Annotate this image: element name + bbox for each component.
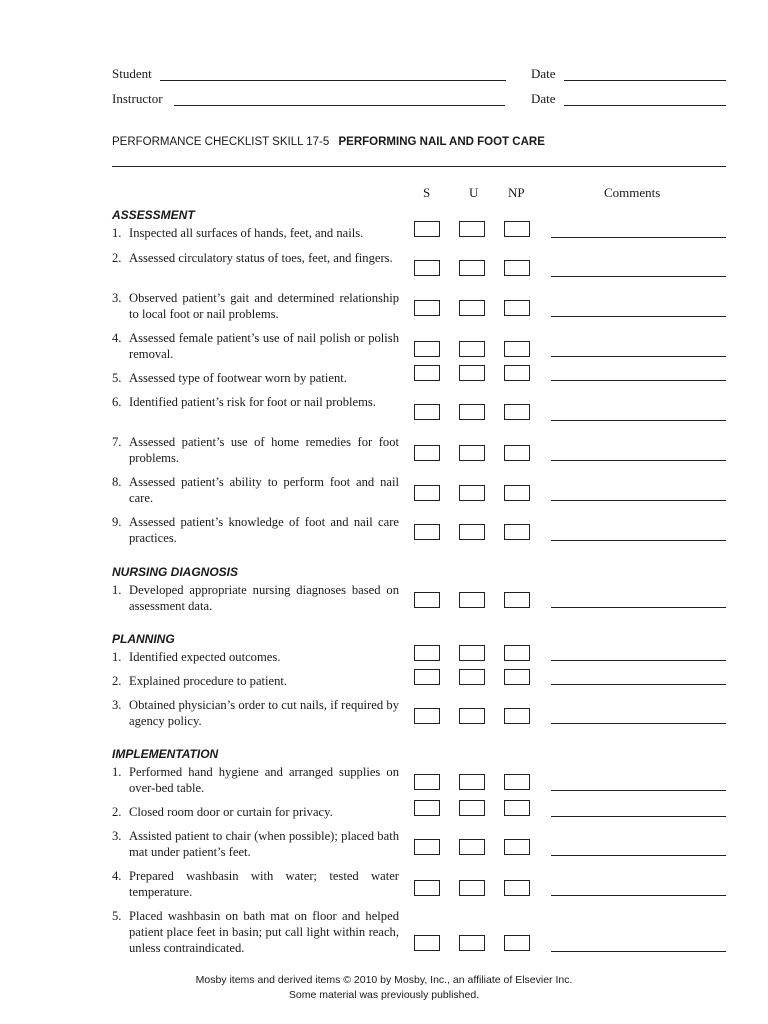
implementation-2-np-checkbox[interactable] <box>504 800 530 816</box>
assessment-1-s-checkbox[interactable] <box>414 221 440 237</box>
planning-1-u-checkbox[interactable] <box>459 645 485 661</box>
planning-3-comment-line[interactable] <box>551 723 726 724</box>
assessment-1-u-checkbox[interactable] <box>459 221 485 237</box>
student-field[interactable] <box>160 80 506 81</box>
instructor-label: Instructor <box>112 91 163 106</box>
implementation-item-4 <box>112 868 399 900</box>
planning-item-2 <box>112 673 399 689</box>
student-row <box>112 66 726 84</box>
assessment-item-1 <box>112 225 399 241</box>
planning-1-np-checkbox[interactable] <box>504 645 530 661</box>
planning-2-comment-line[interactable] <box>551 684 726 685</box>
skill-title: PERFORMING NAIL AND FOOT CARE <box>338 136 545 148</box>
assessment-6-comment-line[interactable] <box>551 420 726 421</box>
planning-3-np-checkbox[interactable] <box>504 708 530 724</box>
item-text: Inspected all surfaces of hands, feet, and nails. <box>129 226 364 240</box>
section-planning: PLANNING <box>112 632 175 646</box>
assessment-item-7 <box>112 434 399 466</box>
diagnosis-1-s-checkbox[interactable] <box>414 592 440 608</box>
implementation-5-np-checkbox[interactable] <box>504 935 530 951</box>
assessment-5-comment-line[interactable] <box>551 380 726 381</box>
planning-2-u-checkbox[interactable] <box>459 669 485 685</box>
item-text: Developed appropriate nursing diagnoses based on assessment data. <box>129 583 399 613</box>
item-number: 2. <box>112 805 122 819</box>
assessment-8-np-checkbox[interactable] <box>504 485 530 501</box>
implementation-2-comment-line[interactable] <box>551 816 726 817</box>
item-text: Assisted patient to chair (when possible); placed bath mat under patient’s feet. <box>129 829 399 859</box>
item-text: Assessed female patient’s use of nail polish or polish removal. <box>129 331 399 361</box>
assessment-4-s-checkbox[interactable] <box>414 341 440 357</box>
item-text: Assessed circulatory status of toes, feet, and fingers. <box>129 251 393 265</box>
planning-2-s-checkbox[interactable] <box>414 669 440 685</box>
diagnosis-item-1 <box>112 582 399 614</box>
implementation-2-s-checkbox[interactable] <box>414 800 440 816</box>
implementation-item-5 <box>112 908 399 956</box>
publication-note: Some material was previously published. <box>288 989 480 1001</box>
implementation-item-2 <box>112 804 399 820</box>
assessment-item-9 <box>112 514 399 546</box>
item-number: 2. <box>112 674 122 688</box>
assessment-7-u-checkbox[interactable] <box>459 445 485 461</box>
planning-3-s-checkbox[interactable] <box>414 708 440 724</box>
assessment-6-np-checkbox[interactable] <box>504 404 530 420</box>
diagnosis-1-u-checkbox[interactable] <box>459 592 485 608</box>
implementation-1-u-checkbox[interactable] <box>459 774 485 790</box>
instructor-field[interactable] <box>174 105 505 106</box>
assessment-8-u-checkbox[interactable] <box>459 485 485 501</box>
column-s: S <box>423 185 431 200</box>
assessment-item-8 <box>112 474 399 506</box>
assessment-3-np-checkbox[interactable] <box>504 300 530 316</box>
assessment-5-u-checkbox[interactable] <box>459 365 485 381</box>
item-text: Performed hand hygiene and arranged supplies on over-bed table. <box>129 765 399 795</box>
assessment-2-comment-line[interactable] <box>551 276 726 277</box>
column-u: U <box>469 185 479 200</box>
assessment-2-np-checkbox[interactable] <box>504 260 530 276</box>
item-text: Placed washbasin on bath mat on floor and helped patient place feet in basin; put call light within reach, unless contraindicated. <box>129 909 399 955</box>
planning-item-3 <box>112 697 399 729</box>
assessment-4-u-checkbox[interactable] <box>459 341 485 357</box>
assessment-1-comment-line[interactable] <box>551 237 726 238</box>
implementation-5-u-checkbox[interactable] <box>459 935 485 951</box>
item-text: Assessed type of footwear worn by patient. <box>129 371 347 385</box>
assessment-item-6 <box>112 394 399 410</box>
assessment-item-4 <box>112 330 399 362</box>
assessment-9-comment-line[interactable] <box>551 540 726 541</box>
item-number: 3. <box>112 829 122 843</box>
item-number: 4. <box>112 331 122 345</box>
student-label: Student <box>112 66 152 81</box>
item-text: Obtained physician’s order to cut nails, if required by agency policy. <box>129 698 399 728</box>
assessment-7-s-checkbox[interactable] <box>414 445 440 461</box>
assessment-5-np-checkbox[interactable] <box>504 365 530 381</box>
column-comments: Comments <box>604 185 661 200</box>
implementation-1-s-checkbox[interactable] <box>414 774 440 790</box>
assessment-1-np-checkbox[interactable] <box>504 221 530 237</box>
assessment-9-u-checkbox[interactable] <box>459 524 485 540</box>
implementation-4-u-checkbox[interactable] <box>459 880 485 896</box>
instructor-row <box>112 91 726 109</box>
item-text: Assessed patient’s use of home remedies for foot problems. <box>129 435 399 465</box>
assessment-2-u-checkbox[interactable] <box>459 260 485 276</box>
planning-3-u-checkbox[interactable] <box>459 708 485 724</box>
implementation-1-np-checkbox[interactable] <box>504 774 530 790</box>
assessment-4-np-checkbox[interactable] <box>504 341 530 357</box>
section-assessment: ASSESSMENT <box>112 208 195 222</box>
implementation-3-np-checkbox[interactable] <box>504 839 530 855</box>
title-divider <box>112 166 726 167</box>
item-text: Assessed patient’s knowledge of foot and nail care practices. <box>129 515 399 545</box>
implementation-item-3 <box>112 828 399 860</box>
planning-item-1 <box>112 649 399 665</box>
implementation-item-1 <box>112 764 399 796</box>
item-text: Observed patient’s gait and determined relationship to local foot or nail problems. <box>129 291 399 321</box>
copyright-footer <box>0 973 768 1003</box>
item-number: 8. <box>112 475 122 489</box>
implementation-5-s-checkbox[interactable] <box>414 935 440 951</box>
item-text: Identified patient’s risk for foot or nail problems. <box>129 395 376 409</box>
assessment-3-comment-line[interactable] <box>551 316 726 317</box>
assessment-6-s-checkbox[interactable] <box>414 404 440 420</box>
item-number: 5. <box>112 909 122 923</box>
implementation-3-u-checkbox[interactable] <box>459 839 485 855</box>
item-number: 5. <box>112 371 122 385</box>
checklist-heading <box>112 136 545 148</box>
section-implementation: IMPLEMENTATION <box>112 747 219 761</box>
implementation-2-u-checkbox[interactable] <box>459 800 485 816</box>
item-number: 1. <box>112 650 122 664</box>
item-text: Identified expected outcomes. <box>129 650 281 664</box>
column-np: NP <box>508 185 525 200</box>
item-number: 1. <box>112 765 122 779</box>
assessment-2-s-checkbox[interactable] <box>414 260 440 276</box>
assessment-item-3 <box>112 290 399 322</box>
item-number: 9. <box>112 515 122 529</box>
item-number: 1. <box>112 226 122 240</box>
item-number: 1. <box>112 583 122 597</box>
assessment-3-s-checkbox[interactable] <box>414 300 440 316</box>
assessment-3-u-checkbox[interactable] <box>459 300 485 316</box>
assessment-9-np-checkbox[interactable] <box>504 524 530 540</box>
item-text: Assessed patient’s ability to perform foot and nail care. <box>129 475 399 505</box>
assessment-7-comment-line[interactable] <box>551 460 726 461</box>
implementation-4-s-checkbox[interactable] <box>414 880 440 896</box>
implementation-3-s-checkbox[interactable] <box>414 839 440 855</box>
instructor-date-field[interactable] <box>564 105 726 106</box>
assessment-9-s-checkbox[interactable] <box>414 524 440 540</box>
item-number: 3. <box>112 698 122 712</box>
implementation-4-comment-line[interactable] <box>551 895 726 896</box>
assessment-4-comment-line[interactable] <box>551 356 726 357</box>
assessment-item-2 <box>112 250 399 266</box>
diagnosis-1-np-checkbox[interactable] <box>504 592 530 608</box>
skill-number: PERFORMANCE CHECKLIST SKILL 17-5 <box>112 136 330 148</box>
assessment-7-np-checkbox[interactable] <box>504 445 530 461</box>
assessment-6-u-checkbox[interactable] <box>459 404 485 420</box>
assessment-8-s-checkbox[interactable] <box>414 485 440 501</box>
implementation-1-comment-line[interactable] <box>551 790 726 791</box>
item-text: Explained procedure to patient. <box>129 674 288 688</box>
implementation-4-np-checkbox[interactable] <box>504 880 530 896</box>
planning-1-s-checkbox[interactable] <box>414 645 440 661</box>
item-number: 6. <box>112 395 122 409</box>
item-number: 4. <box>112 869 122 883</box>
student-date-field[interactable] <box>564 80 726 81</box>
student-date-label: Date <box>531 66 556 81</box>
assessment-5-s-checkbox[interactable] <box>414 365 440 381</box>
assessment-item-5 <box>112 370 399 386</box>
assessment-8-comment-line[interactable] <box>551 500 726 501</box>
instructor-date-label: Date <box>531 91 556 106</box>
item-text: Prepared washbasin with water; tested water temperature. <box>129 869 399 899</box>
item-number: 3. <box>112 291 122 305</box>
item-text: Closed room door or curtain for privacy. <box>129 805 333 819</box>
copyright-line: Mosby items and derived items © 2010 by Mosby, Inc., an affiliate of Elsevier Inc. <box>195 974 573 986</box>
item-number: 7. <box>112 435 122 449</box>
item-number: 2. <box>112 251 122 265</box>
diagnosis-1-comment-line[interactable] <box>551 607 726 608</box>
section-nursing-diagnosis: NURSING DIAGNOSIS <box>112 565 239 579</box>
planning-1-comment-line[interactable] <box>551 660 726 661</box>
implementation-5-comment-line[interactable] <box>551 951 726 952</box>
implementation-3-comment-line[interactable] <box>551 855 726 856</box>
planning-2-np-checkbox[interactable] <box>504 669 530 685</box>
